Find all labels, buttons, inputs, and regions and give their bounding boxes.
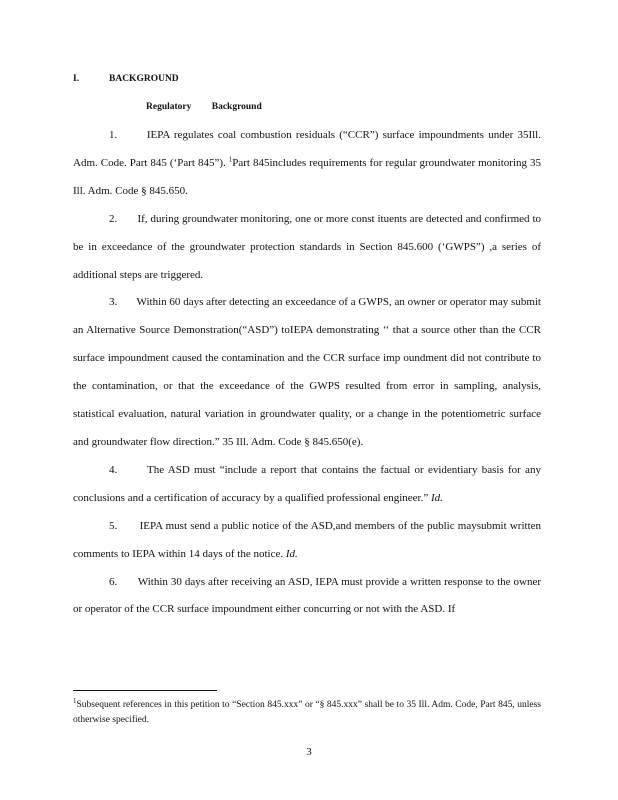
paragraph-3 [73,289,541,456]
paragraph-5 [73,513,541,569]
footnote-divider [73,690,217,691]
paragraph-4 [73,457,541,513]
citation: Id. [285,547,298,560]
document-body [73,122,541,624]
section-number: I. [73,74,80,84]
footnote-text: Subsequent references in this petition to “Section 845.xxx” or “§ 845.xxx” shall be to 35 Ill. Adm. Code, Part 845, unless otherwise specified. [73,700,541,725]
paragraph-number: 5. [109,519,118,532]
footnote-reference: 1 [228,155,233,164]
paragraph-6 [73,569,541,625]
paragraph-number: 6. [109,575,118,588]
paragraph-number: 1. [109,129,118,141]
footnote [73,698,541,728]
subsection-heading: Regulatory Background [146,102,262,112]
section-title: BACKGROUND [109,74,179,84]
paragraph-2 [73,206,541,290]
page-number: 3 [306,746,312,758]
citation: Id. [430,491,443,504]
paragraph-number: 3. [109,296,118,309]
paragraph-text: Within 30 days after receiving an ASD, IEPA must provide a written response to the owner or operator of the CCR surface impoundment either concurring or not with the ASD. If [73,575,541,616]
paragraph-number: 4. [109,463,118,476]
paragraph-text: The ASD must “include a report that contains the factual or evidentiary basis for any conclusions and a certification of accuracy by a qualified professional engineer.” [73,463,541,504]
paragraph-text: IEPA must send a public notice of the ASD,and members of the public maysubmit written comments to IEPA within 14 days of the notice. [73,519,542,560]
paragraph-number: 2. [109,212,118,225]
paragraph-text: IEPA regulates coal combustion residuals (“CCR”) surface impoundments under 35Ill. Adm. Code. Part 845 (‘Part 845”). [73,129,541,169]
paragraph-1 [73,122,541,206]
paragraph-text: If, during groundwater monitoring, one or more const ituents are detected and confirmed to be in exceedance of the groundwater protection standards in Section 845.600 (‘GWPS”) ,a series of additional steps are triggered. [73,212,541,281]
footnote-mark: 1 [73,696,77,705]
paragraph-text-continued: Part 845includes requirements for regular groundwater monitoring 35 Ill. Adm. Code § 845.650. [73,156,541,197]
section-heading [73,74,179,84]
paragraph-text: Within 60 days after detecting an exceedance of a GWPS, an owner or operator may submit an Alternative Source Demonstration(“ASD”) toIEPA demonstrating ‘‘ that a source other than the CCR surface impoundment caused the contamination and the CCR surface imp oundment did not contribute to the contamination, or that the exceedance of the GWPS resulted from error in sampling, analysis, statistical evaluation, natural variation in groundwater quality, or a change in the potentiometric surface and groundwater flow direction.” 35 Ill. Adm. Code § 845.650(e). [73,296,541,448]
